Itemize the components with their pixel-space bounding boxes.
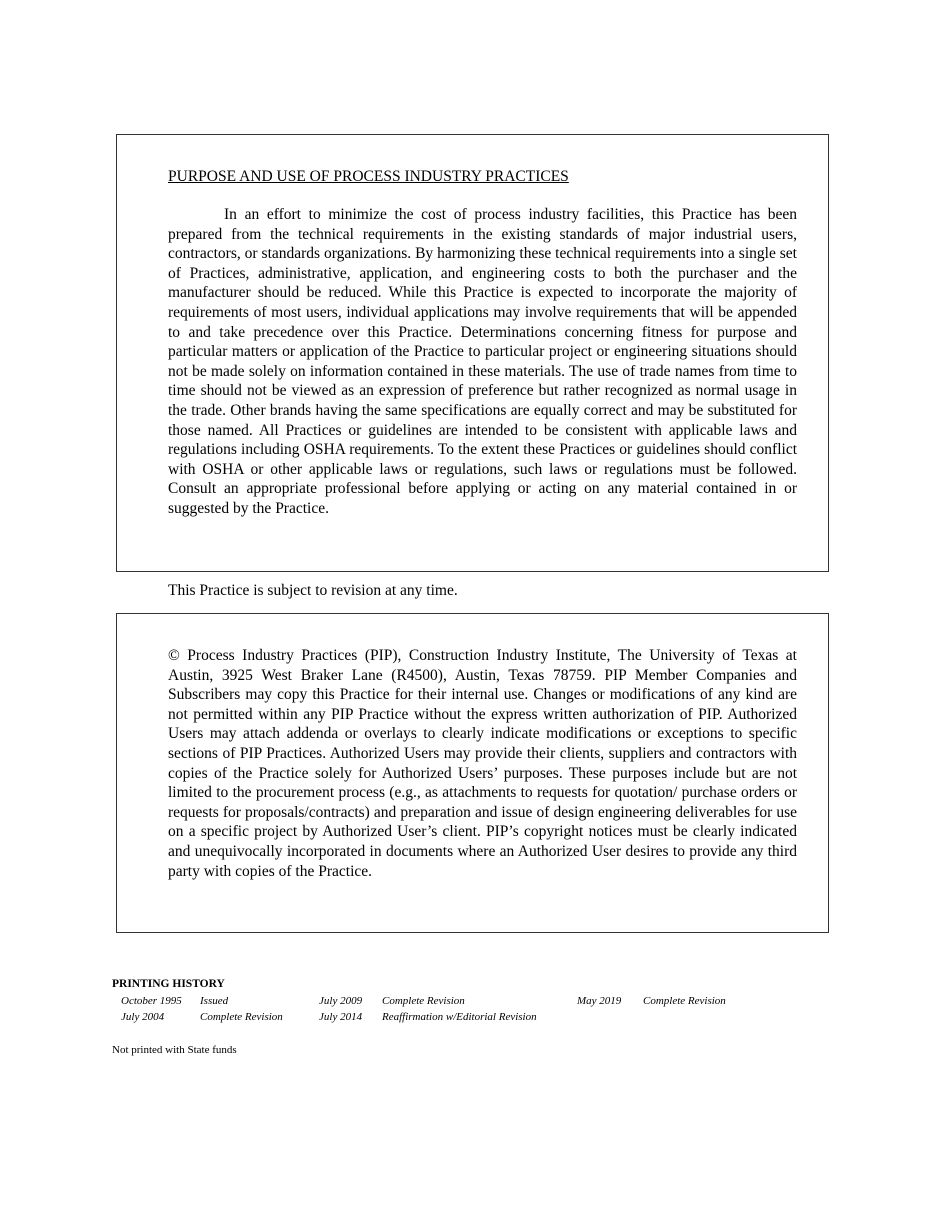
history-event: Reaffirmation w/Editorial Revision	[382, 1011, 537, 1023]
purpose-content	[168, 167, 797, 519]
printing-history-title: PRINTING HISTORY	[112, 978, 225, 990]
purpose-title: PURPOSE AND USE OF PROCESS INDUSTRY PRACTICES	[168, 168, 569, 185]
history-date: May 2019	[577, 995, 622, 1007]
copyright-content	[168, 646, 797, 881]
history-event: Complete Revision	[200, 1011, 283, 1023]
history-event: Issued	[200, 995, 229, 1007]
history-date: July 2014	[319, 1011, 363, 1023]
revision-note: This Practice is subject to revision at any time.	[168, 582, 458, 599]
purpose-box	[116, 134, 829, 572]
history-event: Complete Revision	[382, 995, 465, 1007]
purpose-body: In an effort to minimize the cost of process industry facilities, this Practice has been prepared from the technical requirements in the existing standards of major industrial users, contractors, or standards organizations. By harmonizing these technical requirements into a single set of Practices, administrative, application, and engineering costs to both the purchaser and the manufacturer should be reduced. While this Practice is expected to incorporate the majority of requirements of most users, individual applications may involve requirements that will be appended to and take precedence over this Practice. Determinations concerning fitness for purpose and particular matters or application of the Practice to particular project or engineering situations should not be made solely on information contained in these materials. The use of trade names from time to time should not be viewed as an expression of preference but rather recognized as normal usage in the trade. Other brands having the same specifications are equally correct and may be substituted for those named. All Practices or guidelines are intended to be consistent with applicable laws and regulations including OSHA requirements. To the extent these Practices or guidelines should conflict with OSHA or other applicable laws or regulations, such laws or regulations must be followed. Consult an appropriate professional before applying or acting on any material contained in or suggested by the Practice.	[168, 206, 797, 517]
history-date: July 2009	[319, 995, 363, 1007]
history-date: October 1995	[121, 995, 182, 1007]
copyright-box	[116, 613, 829, 933]
copyright-body: © Process Industry Practices (PIP), Construction Industry Institute, The University of Texas at Austin, 3925 West Braker Lane (R4500), Austin, Texas 78759. PIP Member Companies and Subscribers may copy this Practice for their internal use. Changes or modifications of any kind are not permitted within any PIP Practice without the express written authorization of PIP. Authorized Users may attach addenda or overlays to clearly indicate modifications or exceptions to specific sections of PIP Practices. Authorized Users may provide their clients, suppliers and contractors with copies of the Practice solely for Authorized Users’ purposes. These purposes include but are not limited to the procurement process (e.g., as attachments to requests for quotation/ purchase orders or requests for proposals/contracts) and preparation and issue of design engineering deliverables for use on a specific project by Authorized User’s client. PIP’s copyright notices must be clearly indicated and unequivocally incorporated in documents where an Authorized User desires to provide any third party with copies of the Practice.	[168, 647, 797, 880]
history-date: July 2004	[121, 1011, 165, 1023]
history-event: Complete Revision	[643, 995, 726, 1007]
state-funds-note: Not printed with State funds	[112, 1044, 237, 1056]
